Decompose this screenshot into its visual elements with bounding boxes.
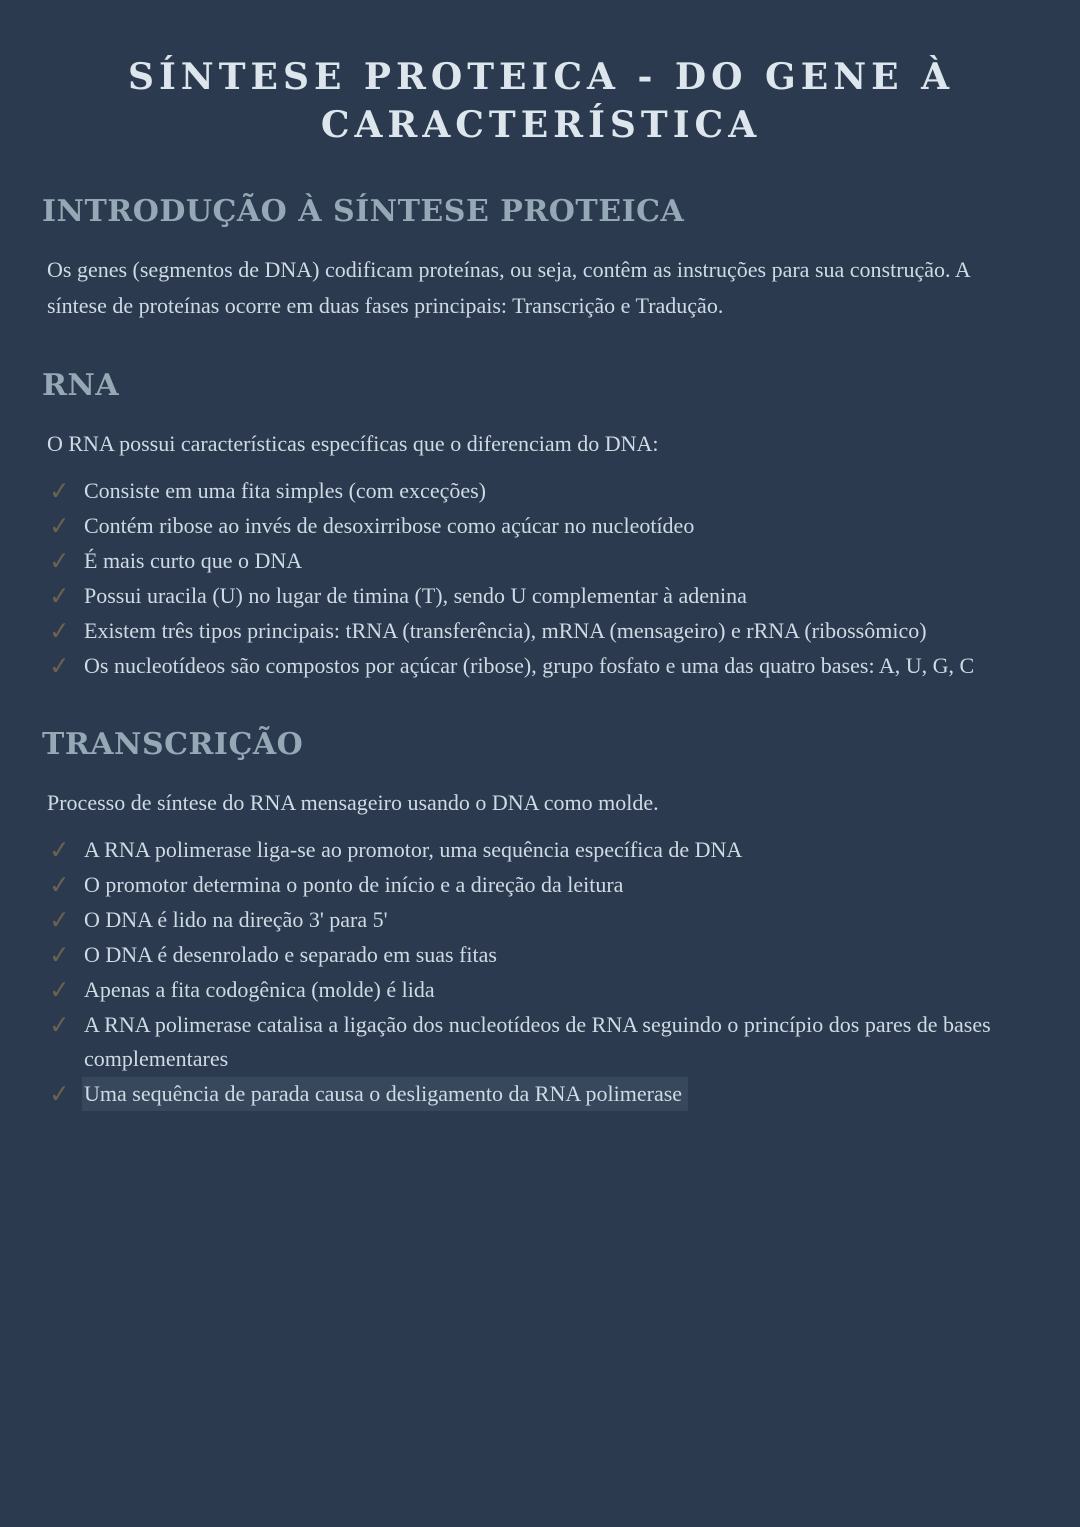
intro-paragraph: Os genes (segmentos de DNA) codificam proteínas, ou seja, contêm as instruções para sua construção. A síntese de proteínas ocorre em duas fases principais: Transcrição e Tradução. [47, 256, 970, 318]
list-item-text: É mais curto que o DNA [84, 547, 303, 573]
page-title [42, 54, 1040, 150]
section-heading-introducao: INTRODUÇÃO À SÍNTESE PROTEICA [42, 193, 685, 229]
list-item [42, 1077, 1040, 1111]
check-icon: ✓ [47, 510, 71, 541]
list-item [42, 509, 1040, 543]
list-item-text: Apenas a fita codogênica (molde) é lida [84, 976, 435, 1002]
check-icon: ✓ [47, 1078, 71, 1109]
check-icon: ✓ [47, 869, 71, 900]
list-item-text: Possui uracila (U) no lugar de timina (T), sendo U complementar à adenina [84, 582, 747, 608]
section-heading-rna: RNA [42, 367, 120, 403]
transcricao-check-list [42, 833, 1040, 1111]
list-item-text: O DNA é desenrolado e separado em suas fitas [84, 941, 497, 967]
list-item [42, 544, 1040, 578]
check-icon: ✓ [47, 615, 71, 646]
list-item-text: Existem três tipos principais: tRNA (transferência), mRNA (mensageiro) e rRNA (ribossômico) [84, 617, 927, 643]
list-item-text: O promotor determina o ponto de início e a direção da leitura [84, 871, 624, 897]
rna-paragraph: O RNA possui características específicas que o diferenciam do DNA: [47, 430, 659, 456]
list-item [42, 614, 1040, 648]
rna-check-list [42, 474, 1040, 683]
check-icon: ✓ [47, 904, 71, 935]
list-item-text: Os nucleotídeos são compostos por açúcar (ribose), grupo fosfato e uma das quatro bases: A, U, G, C [84, 652, 975, 678]
list-item [42, 868, 1040, 902]
check-icon: ✓ [47, 580, 71, 611]
page-title-line-1: SÍNTESE PROTEICA - DO GENE À [127, 56, 955, 98]
page-title-line-2: CARACTERÍSTICA [320, 103, 762, 146]
list-item-text: A RNA polimerase liga-se ao promotor, uma sequência específica de DNA [84, 836, 743, 862]
check-icon: ✓ [47, 974, 71, 1005]
list-item [42, 938, 1040, 972]
check-icon: ✓ [47, 475, 71, 506]
check-icon: ✓ [47, 834, 71, 865]
list-item [42, 649, 1040, 683]
list-item [42, 1008, 1040, 1076]
list-item-text-highlighted: Uma sequência de parada causa o desligamento da RNA polimerase [82, 1077, 688, 1111]
list-item [42, 474, 1040, 508]
list-item [42, 973, 1040, 1007]
list-item-text: Contém ribose ao invés de desoxirribose como açúcar no nucleotídeo [84, 512, 695, 538]
list-item-text: O DNA é lido na direção 3' para 5' [84, 906, 388, 932]
section-heading-transcricao: TRANSCRIÇÃO [42, 726, 304, 762]
list-item [42, 903, 1040, 937]
transcricao-paragraph: Processo de síntese do RNA mensageiro usando o DNA como molde. [47, 789, 659, 815]
check-icon: ✓ [47, 939, 71, 970]
check-icon: ✓ [47, 650, 71, 681]
list-item [42, 579, 1040, 613]
check-icon: ✓ [47, 1009, 71, 1040]
list-item-text: Consiste em uma fita simples (com exceções) [84, 477, 486, 503]
list-item-text: A RNA polimerase catalisa a ligação dos nucleotídeos de RNA seguindo o princípio dos pares de bases complementares [84, 1011, 991, 1071]
list-item [42, 833, 1040, 867]
check-icon: ✓ [47, 545, 71, 576]
